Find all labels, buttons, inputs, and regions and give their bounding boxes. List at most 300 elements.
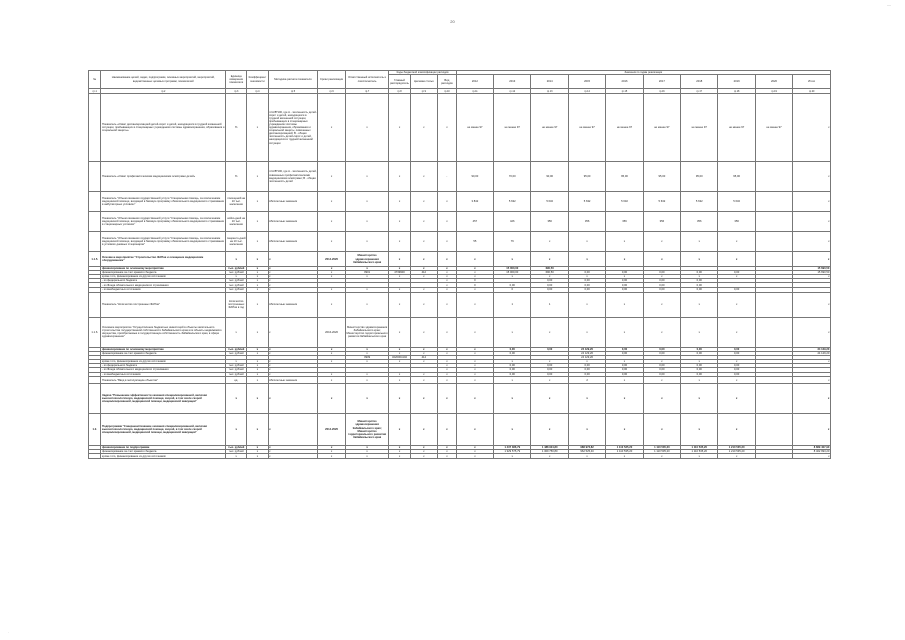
table-row [89,317,831,347]
row-year-value [755,252,792,267]
row-year-value: 5 632 [606,192,643,212]
row-name: Основное мероприятие "Строительство ФАПов и оснащение медицинским оборудованием" [101,252,226,267]
column-number: гр.11 [456,89,493,94]
program-table [88,70,831,459]
row-year-value: 5 632 [718,192,755,212]
row-unit: койко-дней на 10 тыс. населения [226,212,247,232]
row-unit: х [226,384,247,414]
row-vr: х [438,450,457,454]
row-term: х [318,359,345,363]
row-year-value: 1 110 535,20 [606,446,643,450]
row-term: х [318,288,345,292]
row-number [89,377,101,384]
row-year-value: 356 [606,212,643,232]
row-year-value: 0,00 [643,373,680,377]
row-year-value: х [456,454,493,459]
row-year-value [755,377,792,384]
row-year-value: х [568,292,605,317]
row-grbs: 4739900 [389,271,410,275]
row-executor: 0909 [345,355,389,359]
row-grbs: х [389,288,410,292]
row-year-value: 0,00 [494,363,531,367]
row-rzpr: х [410,450,437,454]
row-year-value: 1 110 535,20 [606,450,643,454]
row-coef: х [247,292,268,317]
table-row [89,192,831,212]
row-year-value: 15 000,00 [494,271,531,275]
column-number: гр.10 [438,89,457,94]
header-coef: Коэффициент значимости [247,71,268,89]
row-total: х [793,377,831,384]
row-name: - из федерального бюджета [101,279,226,283]
row-year-value: 0,00 [681,288,718,292]
row-method: х [268,446,318,450]
column-number: гр.5 [268,89,318,94]
row-year-value: х [718,317,755,347]
row-year-value: х [531,454,568,459]
row-number [89,454,101,459]
row-year-value: х [531,317,568,347]
row-unit: х [226,275,247,279]
row-coef: х [247,279,268,283]
row-name: кроме того, финансирование из других источников: [101,454,226,459]
row-method: Абсолютные значения [268,212,318,232]
row-year-value: х [718,232,755,252]
row-year-value: х [494,359,531,363]
table-body [89,94,831,459]
column-number: гр.17 [681,89,718,94]
header-grbs: Главный распорядитель [389,75,410,89]
row-year-value: не менее 97 [755,94,792,162]
row-grbs: х [389,292,410,317]
row-term: х [318,373,345,377]
row-rzpr: х [410,288,437,292]
row-year-value: х [606,414,643,446]
row-total: х [793,317,831,347]
row-vr: х [438,283,457,288]
row-vr: х [438,373,457,377]
row-year-value: х [606,359,643,363]
row-total: х [793,162,831,192]
column-number: гр.13 [531,89,568,94]
row-year-value: 0,00 [643,271,680,275]
row-year-value: х [681,377,718,384]
row-rzpr: х [410,373,437,377]
row-year-value [755,292,792,317]
row-coef: х [247,288,268,292]
row-year-value: х [606,292,643,317]
column-number: гр.14 [568,89,605,94]
row-method: n=A/B*100, где A - численность детей, охваченных профилактическими медицинскими осмотрами; B - общая численность детей [268,162,318,192]
row-year-value: 0,00 [494,347,531,351]
row-vr: х [438,252,457,267]
row-year-value: 0,00 [643,279,680,283]
column-number: гр.18 [718,89,755,94]
row-year-value [755,317,792,347]
row-number [89,192,101,212]
row-name: - из Фонда обязательного медицинского страхования [101,368,226,373]
row-year-value: 95,00 [606,162,643,192]
row-vr: х [438,454,457,459]
row-year-value: 0,00 [568,368,605,373]
row-year-value: 90,00 [531,162,568,192]
row-coef: х [247,351,268,355]
row-total: 15 690,50 [793,271,831,275]
row-method: х [268,450,318,454]
row-year-value: 0,00 [568,279,605,283]
row-year-value: х [568,232,605,252]
row-year-value: 0,00 [681,347,718,351]
scan-mark: — [887,2,891,7]
row-year-value: 1 110 535,20 [643,446,680,450]
row-vr: х [438,351,457,355]
row-method: х [268,373,318,377]
row-year-value: х [643,252,680,267]
row-unit: тыс. рублей [226,450,247,454]
row-year-value [755,192,792,212]
row-executor: х [345,351,389,355]
row-year-value: 0,00 [718,363,755,367]
header-year: 2018 [681,75,718,89]
row-number [89,232,101,252]
row-executor: х [345,347,389,351]
row-year-value: х [643,384,680,414]
row-unit: тыс. рублей [226,279,247,283]
row-year-value: х [568,414,605,446]
row-year-value: 0,00 [606,373,643,377]
row-unit: тыс. рублей [226,368,247,373]
row-term: х [318,384,345,414]
row-executor: х [345,162,389,192]
row-method: Абсолютные значения [268,377,318,384]
row-rzpr: х [410,351,437,355]
row-year-value [755,384,792,414]
row-coef: х [247,414,268,446]
row-number [89,292,101,317]
row-name: - из федерального бюджета [101,363,226,367]
header-method: Методика расчета показателя [268,71,318,89]
row-year-value: 0,00 [531,363,568,367]
row-method: х [268,363,318,367]
header-year: 2019 [718,75,755,89]
column-number: гр.9 [410,89,437,94]
row-name: финансирование по подпрограмме [101,446,226,450]
row-unit: посещений на 10 тыс. населения [226,192,247,212]
row-total: х [793,252,831,267]
header-term: Сроки реализации [318,71,345,89]
row-total: х [793,384,831,414]
row-unit: пациенто-дней на 10 тыс. населения [226,232,247,252]
row-total: х [793,232,831,252]
row-year-value: 24 129,20 [568,347,605,351]
row-coef: х [247,275,268,279]
row-total: х [793,94,831,162]
row-name: Подпрограмма "Совершенствование оказания специализированной, включая высокотехнологичную, медицинской помощи, скорой, в том числе скорой специализированной, медицинской помощи, медицинской эвакуации" [101,414,226,446]
row-year-value: 1 210 535,20 [718,446,755,450]
table-row [89,162,831,192]
row-year-value: 356 [681,212,718,232]
row-name: Показатель "Объем оказания государственной услуги "Специальная помощь, за исключением медицинской помощи, входящей в базовую программу обязательного медицинского страхования в амбулаторных условиях" [101,192,226,212]
row-year-value: 0,00 [568,283,605,288]
row-coef: х [247,271,268,275]
row-method: х [268,317,318,347]
row-number [89,94,101,162]
row-unit: тыс. рублей [226,446,247,450]
header-rzpr: Целевая статья [410,75,437,89]
row-grbs: х [389,359,410,363]
row-number: 1.1.5. [89,252,101,267]
row-year-value: не менее 97 [456,94,493,162]
column-number: гр.6 [318,89,345,94]
row-name: финансирование за счет краевого бюджета [101,271,226,275]
row-year-value: х [456,267,493,271]
row-number: 1.1.6. [89,317,101,347]
row-term: 2014-2020 [318,252,345,267]
row-executor: х [345,267,389,271]
row-year-value: 0,00 [494,283,531,288]
row-vr: х [438,292,457,317]
row-rzpr: х [410,317,437,347]
row-year-value: х [681,317,718,347]
header-year: 2017 [643,75,680,89]
row-year-value: х [606,377,643,384]
row-term: х [318,162,345,192]
row-year-value: 690,50 [531,271,568,275]
row-unit: тыс. рублей [226,351,247,355]
row-vr: х [438,94,457,162]
column-number: гр.12 [494,89,531,94]
column-number: гр.20 [793,89,831,94]
row-year-value: 0 [456,279,493,283]
row-year-value: 5 632 [681,192,718,212]
row-executor: х [345,212,389,232]
row-year-value: х [456,414,493,446]
row-vr: х [438,363,457,367]
row-unit: Количество построенных ФАПов в год [226,292,247,317]
row-coef: х [247,283,268,288]
row-year-value: х [456,377,493,384]
row-year-value: 0,00 [606,347,643,351]
row-year-value: х [456,359,493,363]
row-year-value: х [456,351,493,355]
row-year-value: 76 [494,232,531,252]
row-executor: х [345,359,389,363]
row-year-value: 0,00 [718,347,755,351]
header-kbk-group: Коды бюджетной классификации расходов [389,71,456,75]
row-year-value: 2 [568,377,605,384]
row-grbs: х [389,454,410,459]
row-name: Показатель "Количество построенных ФАПов" [101,292,226,317]
row-year-value: 0,00 [681,373,718,377]
row-coef: х [247,359,268,363]
row-year-value: 0,00 [606,351,643,355]
row-year-value: 24 129,20 [568,355,605,359]
page-number: 20 [450,19,455,24]
column-number: гр.15 [606,89,643,94]
row-year-value: х [681,275,718,279]
row-year-value: не менее 97 [643,94,680,162]
row-year-value: 690,50 [531,267,568,271]
row-executor: х [345,446,389,450]
column-number: гр.3 [226,89,247,94]
row-year-value: х [643,232,680,252]
row-executor: Министерство здравоохранения Забайкальского края; Министерство территориального развития Забайкальского края [345,317,389,347]
row-year-value: х [531,384,568,414]
row-term: х [318,454,345,459]
row-executor: х [345,275,389,279]
row-year-value: х [718,275,755,279]
row-unit: тыс. рублей [226,347,247,351]
row-year-value: 0 [494,288,531,292]
row-vr: - [438,162,457,192]
header-values-group: Значения по годам реализации [456,71,830,75]
row-grbs: х [389,414,410,446]
row-year-value: х [643,377,680,384]
row-rzpr: х [410,414,437,446]
row-coef: х [247,192,268,212]
row-executor: Министерство здравоохранения Забайкальского края; Министерство территориального развития Забайкальского края [345,414,389,446]
row-rzpr: х [410,252,437,267]
row-rzpr: 414 [410,355,437,359]
row-coef: х [247,384,268,414]
row-year-value: 0,00 [643,368,680,373]
row-year-value: 962 525,40 [568,450,605,454]
row-method: х [268,279,318,283]
row-year-value: 95,00 [643,162,680,192]
row-grbs: х [389,450,410,454]
row-year-value: х [568,317,605,347]
row-unit: % [226,162,247,192]
row-coef: х [247,267,268,271]
header-vr: Вид расходов [438,75,457,89]
row-term: х [318,347,345,351]
row-year-value: х [494,317,531,347]
row-executor: Министерство здравоохранения Забайкальского края [345,252,389,267]
row-rzpr: х [410,292,437,317]
row-number [89,212,101,232]
row-total: 8 869 407,90 [793,446,831,450]
row-year-value: 5 632 [643,192,680,212]
row-rzpr: х [410,212,437,232]
row-year-value: 0,00 [718,351,755,355]
row-year-value: 0,00 [531,279,568,283]
row-vr: х [438,288,457,292]
row-year-value: 1 210 535,20 [718,450,755,454]
row-name: Задача "Повышение эффективности оказания специализированной, включая высокотехнологичную, медицинской помощи, скорой, в том числе скорой специализированной, медицинской помощи, медицинской эвакуации" [101,384,226,414]
row-term: х [318,377,345,384]
row-year-value: х [456,450,493,454]
row-year-value: 0,00 [606,283,643,288]
row-method: х [268,283,318,288]
row-vr: х [438,267,457,271]
row-executor: х [345,450,389,454]
row-year-value: х [681,232,718,252]
row-vr: х [438,232,457,252]
row-unit: тыс. рублей [226,373,247,377]
row-year-value: х [568,359,605,363]
row-rzpr: х [410,454,437,459]
row-year-value: х [456,292,493,317]
row-year-value: 0,00 [681,283,718,288]
row-method: х [268,267,318,271]
row-year-value: х [681,454,718,459]
row-year-value: 1 110 535,20 [643,450,680,454]
column-number: гр.19 [755,89,792,94]
row-unit: тыс. рублей [226,363,247,367]
row-year-value: 1 [494,292,531,317]
row-coef: х [247,232,268,252]
row-name: - из внебюджетных источников [101,373,226,377]
row-year-value: х [681,359,718,363]
row-rzpr: х [410,446,437,450]
row-name: Показатель «Охват диспансеризацией детей-сирот и детей, находящихся в трудной жизненной ситуации, пребывающих в стационарных учреждениях системы здравоохранения, образования и социальной защиты» [101,94,226,162]
row-year-value: х [456,446,493,450]
row-vr: х [438,192,457,212]
row-executor: 0901 [345,271,389,275]
row-year-value: х [681,414,718,446]
column-number: гр.8 [389,89,410,94]
row-year-value: х [456,275,493,279]
row-year-value: х [568,275,605,279]
row-method: n=A/B*100, где A - численность детей-сирот и детей, находящихся в трудной жизненной ситуации, пребывающих в стационарных учреждениях системы здравоохранения, образования и социальной защиты, охваченных диспансеризацией; B - общая численность детей-сирот и детей, находящихся в трудной жизненной ситуации [268,94,318,162]
column-number: гр.1 [89,89,101,94]
row-coef: х [247,373,268,377]
row-year-value: х [456,271,493,275]
row-grbs: 3220004102 [389,355,410,359]
row-year-value: 1 [531,292,568,317]
row-grbs: х [389,94,410,162]
row-method: Абсолютные значения [268,192,318,212]
row-grbs: х [389,384,410,414]
row-year-value: 5 632 [494,192,531,212]
row-vr: х [438,317,457,347]
row-year-value: 0,00 [531,347,568,351]
row-year-value: 55 [456,232,493,252]
row-year-value: х [606,317,643,347]
row-grbs: х [389,212,410,232]
row-name: кроме того, финансирование из других источников: [101,275,226,279]
row-rzpr: 412 [410,271,437,275]
row-year-value: 356 [531,212,568,232]
row-year-value [755,454,792,459]
row-year-value: 0,00 [718,271,755,275]
row-year-value: 0,00 [606,271,643,275]
row-year-value: х [456,288,493,292]
row-vr: х [438,271,457,275]
row-year-value: х [494,377,531,384]
row-rzpr: х [410,162,437,192]
row-year-value: 0,00 [681,363,718,367]
row-vr: х [438,414,457,446]
row-year-value: не менее 97 [494,94,531,162]
row-year-value: не менее 97 [681,94,718,162]
row-unit: тыс. рублей [226,283,247,288]
row-vr: х [438,359,457,363]
row-year-value [755,414,792,446]
column-number: гр.2 [101,89,226,94]
row-name: Показатель "Объем оказания государственной услуги "Специальная помощь, за исключением медицинской помощи, входящей в базовую программу обязательного медицинского страхования в условиях дневных стационаров" [101,232,226,252]
row-year-value: х [718,454,755,459]
row-method: Абсолютные значения [268,292,318,317]
row-coef: х [247,446,268,450]
row-year-value: х [456,317,493,347]
row-method: х [268,414,318,446]
row-unit: х [226,252,247,267]
column-number: гр.7 [345,89,389,94]
row-year-value: 356 [568,212,605,232]
row-year-value: 0,00 [718,368,755,373]
row-year-value: 5 632 [568,192,605,212]
